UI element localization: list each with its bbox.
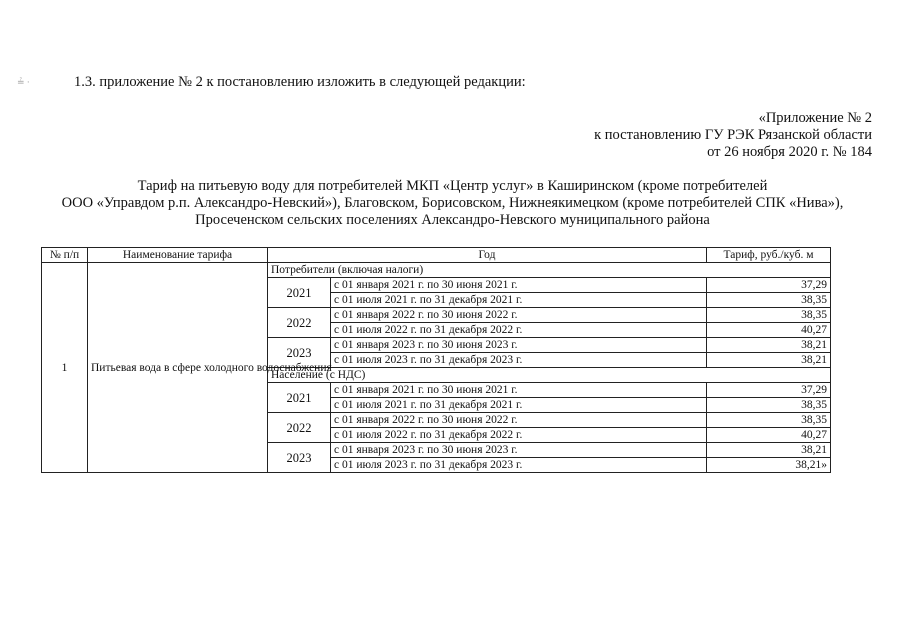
header-num: № п/п [42, 248, 88, 263]
period-cell: с 01 января 2021 г. по 30 июня 2021 г. [331, 383, 707, 398]
tariff-title-line-3: Просеченском сельских поселениях Александро-Невского муниципального района [195, 212, 710, 228]
appendix-line-2: к постановлению ГУ РЭК Рязанской области [594, 127, 872, 143]
tariff-value-cell: 38,21 [707, 443, 831, 458]
scan-artifact: ≟ · [17, 77, 30, 87]
period-cell: с 01 июля 2021 г. по 31 декабря 2021 г. [331, 398, 707, 413]
appendix-reference [594, 110, 872, 161]
row-number: 1 [42, 263, 88, 473]
header-tariff-value: Тариф, руб./куб. м [707, 248, 831, 263]
consumer-group-label: Население (с НДС) [268, 368, 831, 383]
period-cell: с 01 июля 2023 г. по 31 декабря 2023 г. [331, 458, 707, 473]
period-cell: с 01 июля 2021 г. по 31 декабря 2021 г. [331, 293, 707, 308]
tariff-value-cell: 37,29 [707, 278, 831, 293]
period-cell: с 01 января 2022 г. по 30 июня 2022 г. [331, 413, 707, 428]
period-cell: с 01 июля 2022 г. по 31 декабря 2022 г. [331, 428, 707, 443]
tariff-value-cell: 38,21 [707, 353, 831, 368]
period-cell: с 01 января 2022 г. по 30 июня 2022 г. [331, 308, 707, 323]
year-cell: 2021 [268, 383, 331, 413]
tariff-value-cell: 38,21» [707, 458, 831, 473]
header-year: Год [268, 248, 707, 263]
tariff-value-cell: 38,35 [707, 308, 831, 323]
year-cell: 2021 [268, 278, 331, 308]
tariff-title-line-2: ООО «Управдом р.п. Александро-Невский»), Благовском, Борисовском, Нижнеякимецком (кроме потребителей СПК «Нива»), [61, 195, 844, 211]
year-cell: 2023 [268, 338, 331, 368]
tariff-value-cell: 37,29 [707, 383, 831, 398]
tariff-value-cell: 38,21 [707, 338, 831, 353]
group-row [42, 263, 831, 278]
year-cell: 2022 [268, 413, 331, 443]
table-header-row [42, 248, 831, 263]
tariff-title-line-1: Тариф на питьевую воду для потребителей МКП «Центр услуг» в Каширинском (кроме потребителей [137, 178, 768, 194]
tariff-table-body [42, 263, 831, 473]
tariff-name: Питьевая вода в сфере холодного водоснабжения [88, 263, 268, 473]
tariff-value-cell: 40,27 [707, 323, 831, 338]
amendment-intro: 1.3. приложение № 2 к постановлению изложить в следующей редакции: [74, 74, 526, 90]
period-cell: с 01 июля 2022 г. по 31 декабря 2022 г. [331, 323, 707, 338]
appendix-line-1: «Приложение № 2 [758, 110, 872, 126]
tariff-title [0, 178, 905, 229]
period-cell: с 01 июля 2023 г. по 31 декабря 2023 г. [331, 353, 707, 368]
appendix-line-3: от 26 ноября 2020 г. № 184 [707, 144, 872, 160]
tariff-value-cell: 40,27 [707, 428, 831, 443]
period-cell: с 01 января 2021 г. по 30 июня 2021 г. [331, 278, 707, 293]
header-tariff-name: Наименование тарифа [88, 248, 268, 263]
tariff-table [41, 247, 831, 473]
tariff-value-cell: 38,35 [707, 413, 831, 428]
year-cell: 2022 [268, 308, 331, 338]
period-cell: с 01 января 2023 г. по 30 июня 2023 г. [331, 338, 707, 353]
tariff-value-cell: 38,35 [707, 398, 831, 413]
year-cell: 2023 [268, 443, 331, 473]
period-cell: с 01 января 2023 г. по 30 июня 2023 г. [331, 443, 707, 458]
tariff-value-cell: 38,35 [707, 293, 831, 308]
consumer-group-label: Потребители (включая налоги) [268, 263, 831, 278]
